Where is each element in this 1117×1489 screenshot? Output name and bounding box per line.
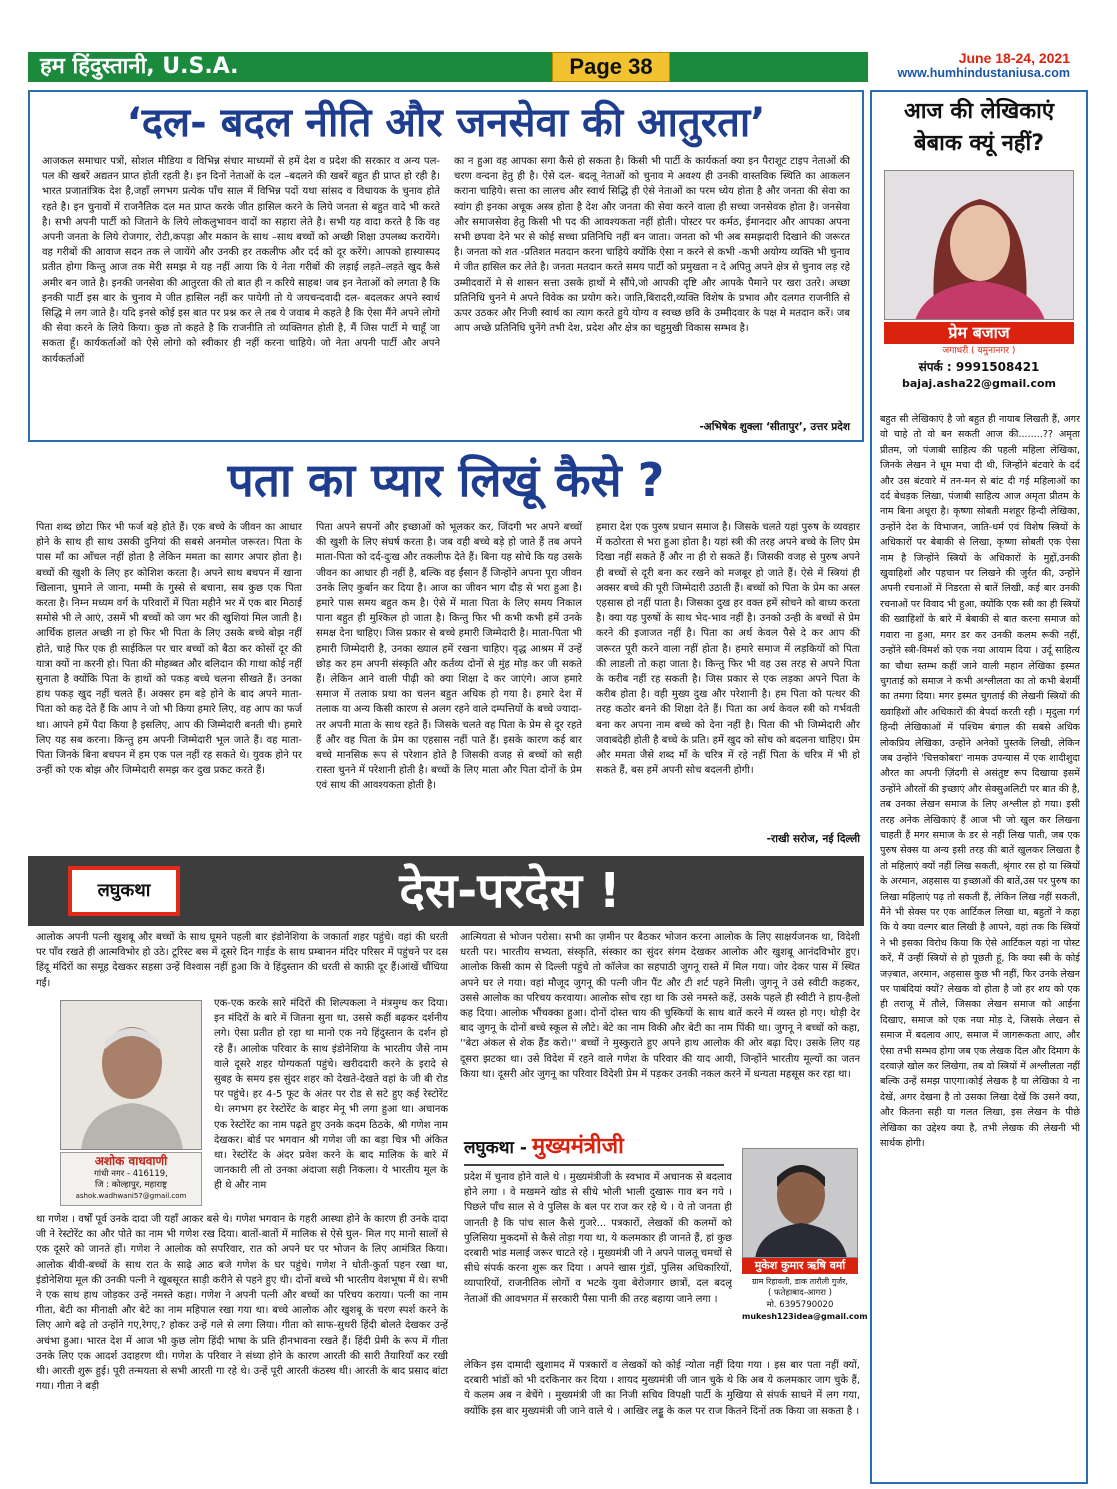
- article-2-col-2: पिता अपने सपनों और इच्छाओं को भूलकर कर, जिंदगी भर अपने बच्चों की खुशी के लिए संघर्ष करता है। जब वही बच्चे बड़े हो जाते हैं तब अपने माता-पिता को दर्द-दुःख और तकलीफ देते हैं। बिना यह सोचे कि यह उसके जीवन का आधार ही नहीं है, बल्कि वह ईंसान हैं जिन्होंने अपना पूरा जीवन उनके लिए कुर्बान कर दिया है। आज का जीवन भाग दौड़ से भरा हुआ है। हमारे पास समय बहुत कम है। ऐसे में माता पिता के लिए समय निकाल पाना बहुत ही मुश्किल हो जाता है। किन्तु फिर भी कभी कभी हमें उनके समक्ष देना चाहिए। जिस प्रकार से बच्चे हमारी जिम्मेदारी है। माता-पिता भी हमारी जिम्मेदारी है, उनका ख्याल हमें रखना चाहिए। वृद्ध आश्रम में उन्हें छोड़ कर हम अपनी संस्कृति और कर्तव्य दोनों से मुंह मोड़ कर जी सकते हैं। लेकिन आने वाली पीढ़ी को क्या शिक्षा दे कर जाएंगे। आज हमारे समाज में तलाक प्रथा का चलन बहुत अधिक हो गया है। हमारे देश में तलाक या अन्य किसी कारण से अलग रहने वाले दम्पत्तियों के बच्चे ज्यादा-तर अपनी माता के साथ रहते हैं। जिसके चलते वह पिता के प्रेम से दूर रहते हैं और वह पिता के प्रेम का एहसास नहीं पाते हैं। इसके कारण कई बार बच्चे मानसिक रूप से परेशान होते है जिसकी वजह से बच्चों को सही रास्ता चुनने में परेशानी होती है। बच्चों के लिए माता और पिता दोनों के प्रेम एवं साथ की आवश्यकता होती है।: [316, 522, 582, 792]
- author-portrait-icon: [61, 1001, 202, 1150]
- sidebar-title-line-2: बेबाक क्यूं नहीं?: [914, 131, 1044, 156]
- article-4-tag: लघुकथा -: [464, 1138, 527, 1158]
- article-3-author-addr2: जि : कोल्हापुर, महाराष्ट्र: [94, 1180, 168, 1190]
- article-3-col-right: आत्मियता से भोजन परोसा। सभी का ज़मीन पर बैठकर भोजन करना आलोक के लिए साक्षर्यजनक था, विदेशी धरती पर। भारतीय सभ्यता, संस्कृति, संस्कार का सुंदर संगम देखकर आलोक और खुशबू आनंदविभोर हुए। आलोक किसी काम से दिल्ली पहुंचे तो कॉलेज का सहपाठी जुगनू रास्ते में मिल गया। जोर देकर पास में स्थित अपने घर ले गया। वहां मौजूद जुगनू की पत्नी जीन पैंट और टी शर्ट पहने मिली। जुगनू ने उसे स्वीटी कहकर, उससे आलोक का परिचय करवाया। आलोक सोच रहा था कि उसे नमस्ते कहें, उसके पहले ही स्वीटी ने हाय-हैलो कह दिया। आलोक भौंचक्का हुआ। दोनों दोस्त चाय की चुस्कियों के साथ बातें करने में व्यस्त हो गए। थोड़ी देर बाद जुगनू के दोनों बच्चे स्कूल से लौटे। बेटे का नाम विकी और बेटी का नाम पिंकी था। जुगनू ने बच्चों को कहा, ''बेटा अंकल से शेक हैंड करो।'' बच्चों ने मुस्कुराते हुए अपने हाथ आलोक की ओर बढ़ा दिए। उसके लिए यह दूसरा झटका था। उसे विदेश में रहने वाले गणेश के परिवार की याद आयी, जिन्होंने भारतीय मूल्यों का जतन किया था। दूसरी ओर जुगनू का परिवार विदेशी प्रेम में पड़कर उनकी नकल करने में धन्यता महसूस कर रहा था।: [460, 932, 860, 1080]
- article-3-headline: देस-परदेस !: [399, 863, 621, 919]
- article-4-author-name: मुकेश कुमार ऋषि वर्मा: [742, 1258, 858, 1274]
- article-4-author-email: mukesh123idea@gmail.com: [742, 1312, 868, 1321]
- article-3-author-email: ashok.wadhwani57@gmail.com: [75, 1192, 187, 1200]
- article-1-headline: ‘दल- बदल नीति और जनसेवा की आतुरता’: [126, 100, 766, 146]
- article-2-col-1: पिता शब्द छोटा फिर भी फर्ज बड़े होते हैं। एक बच्चे के जीवन का आधार होने के साथ ही साथ उसकी दुनियां की सबसे अनमोल जरूरत। पिता के पास माँ का आँचल नहीं होता है लेकिन ममता का सागर अपार होता है। बच्चों की खुशी के लिए हर कोशिश करता है। अपने साथ बचपन में खाना खिलाना, घुमाने ले जाना, मम्मी के गुस्से से बचाना, सब कुछ एक पिता करता है। निम्न मध्यम वर्ग के परिवारों में पिता महीने भर में एक बार मिठाई समोसे भी ले आएं, उसमें भी बच्चों को जग भर की खुशियां मिल जाती है। आर्थिक हालत अच्छी ना हो फिर भी पिता के लिए उसके बच्चे बोझ नहीं होते, चाहे फिर एक ही साईकिल पर चार बच्चों को बैठा कर कोसों दूर की यात्रा क्यों ना करनी हो। पिता की मोहब्बत और बलिदान की गाथा कोई नहीं सुनाता है क्योंकि पिता के हाथों को पकड़ बच्चे चलना सीखते हैं। उनका हाथ पकड़ खुद नहीं चलते हैं। अक्सर हम बड़े होने के बाद अपने माता-पिता को कह देते हैं कि आप ने जो भी किया हमारे लिए, वह आप का फर्ज था। आपने हमें पैदा किया है इसलिए, आप की जिम्मेदारी बनती थी। हमारे लिए यह सब करना। किन्तु हम अपनी जिम्मेदारी भूल जाते हैं। वह माता-पिता जिनके बिना बचपन में हम एक पल नहीं रह सकते थे। युवक होने पर उन्हीं को एक बोझ और जिम्मेदारी समझ कर दुख प्रकट करते हैं।: [36, 522, 302, 777]
- article-2-byline: -राखी सरोज, नई दिल्ली: [766, 833, 860, 845]
- page-number: Page 38: [552, 52, 670, 82]
- article-3-col-full: था गणेश । वर्षों पूर्व उनके दादा जी यहाँ आकर बसे थे। गणेश भगवान के गहरी आस्था होने के कारण ही उनके दादा जी ने रेस्टोरेंट का और पोते का नाम भी गणेश रख दिया। बातों-बातों में मालिक से ऐसे घुल- मिल गए मानो सालों से एक दूसरे को जानते हों। गणेश ने आलोक को सपरिवार, रात को अपने घर पर भोजन के लिए आमंत्रित किया। आलोक बीवी-बच्चों के साथ रात के साढ़े आठ बजे गणेश के घर पहुंचे। गणेश ने धोती-कुर्ता पहन रखा था, इंडोनेशिया मूल की उनकी पत्नी ने खूबसूरत साड़ी करीने से पहने हुए थी। दोनों बच्चे भी भारतीय वेशभूषा में थे। सभी ने एक साथ हाथ जोड़कर उन्हें नमस्ते कहा। गणेश ने अपनी पत्नी और बच्चों का परिचय कराया। पत्नी का नाम गीता, बेटी का मीनाक्षी और बेटे का नाम महिपाल रखा गया था। बच्चे आलोक और खुशबू के चरण स्पर्श करने के लिए आगे बढ़े तो उन्होंने गए,रेगए,? होकर उन्हें गले से लगा लिया। गीता को साफ-सुथरी हिंदी बोलते देखकर उन्हें अचंभा हुआ। भारत देश में आज भी कुछ लोग हिंदी भाषा के प्रति हीनभावना रखते हैं। हिंदी प्रेमी के रूप में गीता उनके लिए एक आदर्श उदाहरण थी। गणेश के परिवार ने संध्या होने के कारण आरती की सारी तैयारियाँ कर रखी थी। आरती शुरू हुई। पूरी तन्मयता से सभी आरती गा रहे थे। उन्हें पूरी आरती कंठस्थ थी। आरती के बाद प्रसाद बांटा गया। गीता ने बड़ी: [36, 1214, 448, 1393]
- masthead-brand: हम हिंदुस्तानी, U.S.A.: [40, 54, 239, 79]
- sidebar-author-email: bajaj.asha22@gmail.com: [902, 377, 1056, 390]
- sidebar-body: बहुत सी लेखिकाएं है जो बहुत ही नायाब लिखती हैं, अगर वो चाहे तो वो बन सकती आज की........?? अमृता प्रीतम, जो पंजाबी साहित्य की पहली महिला लेखिका, जिनके लेखन ने धूम मचा दी थी, जिन्होंने बंटवारे के दर्द और उस बंटवारे में तन-मन से बांट दी गई महिलाओं का दर्द बेधड़क लिखा, पंजाबी साहित्य आज अमृता प्रीतम के नाम बिना अधूरा है। कृष्णा सोबती मशहूर हिन्दी लेखिका, उन्होंने देश के विभाजन, जाति-धर्म एवं विशेष स्त्रियों के अधिकारों पर बेबाकी से लिखा, कृष्णा सोबती एक ऐसा नाम है जिन्होंने स्त्रियों के अधिकारों के मुद्दों,उनकी खुवाहिशों और पहचान पर लिखने की जुर्रत की, उन्होंने अपनी रचनाओं में निडरता से बातें लिखी, कई बार उनकी रचनाओं पर विवाद भी हुआ, क्योंकि एक स्त्री का ही स्त्रियों की ख्वाहिशों के बारे में बेबाकी से बात करना समाज को गवारा ना हुआ, मगर डर कर उनकी कलम रूकी नहीं, उन्होंने स्त्री-विमर्श को एक नया आयाम दिया । उर्दू साहित्य का चौथा स्तम्भ कहीं जाने वाली महान लेखिका इस्मत चुगताई को समाज ने कभी अश्लीलता का तो कभी बेशर्मी का तमगा दिया। मगर इस्मत चुगताई की लेखनी स्त्रियों की ख्वाहिशों और अधिकारों की बेपर्दा करती रही । मृदुला गर्ग हिन्दी लेखिकाओं में पश्चिम बंगाल की सबसे अधिक लोकप्रिय लेखिका, उन्होंने अनेकों पुस्तकें लिखी, लेकिन जब उन्होंने 'चित्तकोबरा' नामक उपन्यास में एक शादीशुदा औरत का अपनी ज़िंदगी से असंतुष्ट रूप दिखाया इसमें उन्होंने औरतों की इच्छाएं और सेक्सुअलिटी पर बात की है, तब उनका लेखन समाज के लिए अश्लील हो गया। इसी तरह अनेक लेखिकाएं हैं आज भी जो खुल कर लिखना चाहती हैं मगर समाज के डर से नहीं लिख पाती, जब एक पुरुष सेक्स या अन्य इसी तरह की बातें खुलकर लिखता है तो महिलाएं क्यों नहीं लिख सकती, श्रृंगार रस हो या स्त्रियों के अरमान, अहसास या इच्छाओं की बातें,उस पर पुरुष का लिखा महिलाएं पढ़ तो सकती हैं, लेकिन लिख नहीं सकती, मैंने भी सेक्स पर एक आर्टिकल लिखा था, बहुतों ने कहा कि ये क्या वल्गर बात लिखी है आपने, वहां तक कि स्त्रियों ने भी इसका विरोध किया कि ऐसे आर्टिकल यहां ना पोस्ट करें, मैं उन्हीं स्त्रियों से हो पूछती हूं, कि क्या स्त्री के कोई जज़्बात, अरमान, अहसास कुछ भी नहीं, फिर उनके लेखन पर पाबंदियां क्यों? लेखक वो होता है जो हर शय को एक ही तराजू में तौले, जिसका लेखन समाज को आईना दिखाए, समाज को एक नया मोड़ दे, जिसके लेखन से समाज में बदलाव आए, समाज में जागरूकता आए, और ऐसा तभी सम्भव होगा जब एक लेखक दिल और दिमाग के दरवाज़े खोल कर लिखेगा, तब वो स्त्रियों में अश्लीलता नहीं बल्कि उन्हें समझ पाएगा।कोई लेखक है या लेखिका ये ना देखें, अगर देखना है तो उसका लिखा देखें कि उसने क्या, और कितना सही या गलत लिखा, इस लेखन के पीछे लेखिका का उद्देश्य क्या है, तभी लेखक की लेखनी भी सार्थक होगी।: [880, 414, 1080, 1150]
- article-4-col-full: लेकिन इस दामादी खुशामद में पत्रकारों व लेखकों को कोई न्योता नहीं दिया गया । इस बार पता नहीं क्यों, दरबारी भांडों को भी दरकिनार कर दिया । शायद मुख्यमंत्री जी जान चुके थे कि अब ये कलमकार जाग चुके हैं, ये कलम अब न बेचेंगे । मुख्यमंत्री जी का निजी सचिव विपक्षी पार्टी के मुखिया से संपर्क साधने में लग गया, क्योंकि इस बार मुख्यमंत्री जी जाने वाले थे । आखिर लड्डू के कल पर राज कितने दिनों तक किया जा सकता है ।: [464, 1360, 860, 1417]
- article-4-author-photo: [742, 1148, 858, 1258]
- article-3-author-photo: [60, 1000, 202, 1150]
- article-1-col-2: का न हुआ वह आपका सगा कैसे हो सकता है। किसी भी पार्टी के कार्यकर्ता क्या इन पैराशूट टाइप नेताओं की चरण वन्दना हेतु ही है। ऐसे दल- बदलू नेताओं को चुनाव मे अवश्य ही उनकी वास्तविक स्थिति का आकलन कराना चाहिये। सत्ता का लालच और स्वार्थ सिद्धि ही ऐसे नेताओं का परम ध्येय होता है और जनता की सेवा का स्वांग ही इनका अचूक अस्त्र होता है देश और जनता की सेवा करने वाला ही सच्चा जनसेवक होता है। जनसेवा और समाजसेवा हेतु किसी भी पद की आवश्यकता नहीं होती। पोस्टर पर कर्मठ, ईमानदार और आपका अपना सभी छपवा देने भर से कोई सच्चा प्रतिनिधि नहीं बन जाता। जनता को भी अब समझदारी दिखाने की जरूरत है। जनता को शत -प्रतिशत मतदान करना चाहिये क्योंकि ऐसा न करने से कभी -कभी अयोग्य व्यक्ति भी चुनाव मे जीत हासिल कर लेते है। जनता मतदान करते समय पार्टी को प्रमुखता न दे अपितु अपने क्षेत्र से चुनाव लड़ रहे उम्मीदवारों मे से शासन सत्ता उसके हाथों मे सौंपे,जो आपकी दृष्टि और आपके पैमाने पर खरा उतरे। अच्छा प्रतिनिधि चुनने मे अपने विवेक का प्रयोग करे। जाति,बिरादरी,व्यक्ति विशेष के प्रभाव और दलगत राजनीति से ऊपर उठकर और निजी स्वार्थ का त्याग करते हुये योग्य व स्वच्छ छवि के उम्मीदवार के पक्ष मे मतदान करें। जब आप अच्छे प्रतिनिधि चुनेंगे तभी देश, प्रदेश और क्षेत्र का चहुमुखी विकास सम्भव है।: [454, 156, 850, 335]
- article-2-headline: पता का प्यार लिखूं कैसे ?: [227, 453, 665, 507]
- author-portrait-icon: [743, 1149, 858, 1258]
- article-4-heading: [464, 1130, 754, 1164]
- article-4-headline: मुख्यमंत्रीजी: [531, 1134, 624, 1159]
- sidebar-title-line-1: आज की लेखिकाएं: [903, 99, 1055, 124]
- sidebar-author-phone: संपर्क : 9991508421: [918, 360, 1040, 374]
- article-3-author-addr1: गांधी नगर - 416119,: [94, 1169, 168, 1179]
- article-4-author-card: [742, 1258, 868, 1356]
- article-3-author-card: [60, 1152, 202, 1206]
- article-4-rule: [464, 1164, 724, 1166]
- author-portrait-icon: [885, 171, 1074, 320]
- sidebar-author-card: [884, 322, 1074, 408]
- article-1-byline: -अभिषेक शुक्ला ‘सीतापुर’, उत्तर प्रदेश: [699, 421, 850, 433]
- article-4-author-phone: मो. 6395790020: [766, 1300, 834, 1310]
- article-1-col-1: आजकल समाचार पत्रों, सोशल मीडिया व विभिन्न संचार माध्यमों से हमें देश व प्रदेश की सरकार व अन्य पल- पल की खबरें अद्यतन प्राप्त होती रहती है। इन दिनों नेताओं के दल –बदलने की खबरें बहुत ही प्राप्त हो रही है। भारत प्रजातांत्रिक देश है,जहाँ लगभग प्रत्येक पाँच साल में विभिन्न पदों यथा सांसद व विधायक के चुनाव होते रहते है। इन चुनावों में राजनैतिक दल मत प्राप्त करके जीत हासिल करने के लिये जनता से बहुत वादे भी करते है। सभी अपनी पार्टी को जिताने के लिये लोकलुभावन वादों का सहारा लेते है। सभी यह वादा करते है कि वह अपनी जनता के लिये रोजगार, रोटी,कपड़ा और मकान के साथ –साथ बच्चों को अच्छी शिक्षा उपलब्ध करायेंगे। वह गरीबों की आवाज सदन तक ले जायेंगे और उनकी हर तकलीफ और दर्द को दूर करेंगे। आपको हास्यास्पद प्रतीत होगा किन्तु आज तक मेरी समझ मे यह नहीं आया कि ये नेता गरीबों की लड़ाई लड़ते–लड़ते खुद कैसे अमीर बन जाते है। इनकी जनसेवा की आतुरता की तो बात ही न करिये साहब! जब इन नेताओं को लगता है कि इनकी पार्टी इस बार के चुनाव मे जीत हासिल नहीं कर पायेगी तो ये जयचन्दवादी दल- बदलकर अपने स्वार्थ सिद्धि मे लग जाते है। यदि इनसे कोई इस बात पर प्रश्न कर ले तब ये जवाब मे कहते है कि ऐसा मैंने अपने लोगो की सेवा करने के लिये किया। कुछ तो कहते है कि राजनीति तो व्यक्तिगत होती है, मैं जिस पार्टी मे चाहूँ जा सकता हूँ। कार्यकर्ताओं को ऐसे लोगो को स्वीकार ही नहीं करना चाहिये। जो नेता अपनी पार्टी और अपने कार्यकर्ताओं: [42, 156, 440, 365]
- website-link[interactable]: www.humhindustaniusa.com: [897, 66, 1070, 80]
- article-2-col-3: हमारा देश एक पुरुष प्रधान समाज है। जिसके चलते यहां पुरुष के व्यवहार में कठोरता से भरा हुआ होता है। यहां स्त्री की तरह अपने बच्चे के लिए प्रेम दिखा नहीं सकते हैं और ना ही रो सकते हैं। जिसकी वजह से पुरुष अपने ही बच्चों से दूरी बना कर रखने को मजबूर हो जाते हैं। ऐसे में स्त्रियां ही अक्सर बच्चे की पूरी जिम्मेदारी उठाती हैं। बच्चों को पिता के प्रेम का अस्ल एहसास हो नहीं पाता है। जिसका दुख हर वक्त हमें सोचने को बाध्य करता है। क्या यह पुरुषों के साथ भेद-भाव नहीं है। उनको उन्ही के बच्चों से प्रेम करने की इजाजत नहीं है। पिता का अर्थ केवल पैसे दे कर आप की जरूरत पूरी करने वाला नहीं होता है। हमारे समाज में लड़कियों को पिता की लाडली तो कहा जाता है। किन्तु फिर भी वह उस तरह से अपने पिता के करीब नहीं रह सकती है। जिस प्रकार से एक लड़का अपने पिता के करीब होता है। वही मुख्य दुख और परेशानी है। हम पिता को पत्थर की तरह कठोर बनने की शिक्षा देते हैं। पिता का अर्थ केवल स्त्री को गर्भवती बना कर अपना नाम बच्चे को देना नहीं है। पिता की भी जिम्मेदारी और जवाबदेही होती है बच्चे के प्रति। हमें खुद को सोच को बदलना चाहिए। प्रेम और ममता जैसे शब्द माँ के चरित्र में रहे नहीं पिता के चरित्र में भी हो सकते हैं, बस हमें अपनी सोच बदलनी होगी।: [596, 522, 860, 777]
- article-4-author-addr1: ग्राम रिहावली, डाक तारौली गुर्जर,: [752, 1277, 848, 1286]
- article-3-tag: लघुकथा: [68, 866, 180, 916]
- article-4-col-1: प्रदेश में चुनाव होने वाले थे । मुख्यमंत्रीजी के स्वभाव में अचानक से बदलाव होने लगा । वे मखमने खोड से सीधे भोली भाली दुखारू गाव बन गये । पिछले पाँच साल से वे पुलिस के बल पर राज कर रहे थे । ये तो जनता ही जानती है कि पांच साल कैसे गुजरे... पत्रकारों, लेखकों की कलमों को पुलिसिया मुकदमों से कैसे तोड़ा गया था, ये कलमकार ही जानते हैं, हां कुछ दरबारी भांड मलाई जरूर चाटते रहे । मुख्यमंत्री जी ने अपने पालतू चमचों से सीधे संपर्क करना शुरू कर दिया । अपने खास गुंडों, पुलिस अधिकारियों, व्यापारियों, राजनीतिक लोगों व भटके युवा बेरोजगार छात्रों, दल बदलू नेताओं की आवभगत में सरकारी पैसा पानी की तरह बहाया जाने लगा ।: [464, 1172, 732, 1305]
- sidebar-author-city: जगाधरी ( यमुनानगर ): [942, 346, 1016, 356]
- sidebar-author-photo: [884, 170, 1074, 320]
- sidebar-author-name: प्रेम बजाज: [884, 322, 1074, 344]
- article-3-intro: आलोक अपनी पत्नी खुशबू और बच्चों के साथ घूमने पहली बार इंडोनेशिया के जकार्ता शहर पहुंचे। वहां की धरती पर पाँव रखते ही आत्मविभोर हो उठे। टूरिस्ट बस में दूसरे दिन गाईड के साथ प्रम्बानन मंदिर परिसर में पहुंचने पर दस हिंदू मंदिरों का समूह देखकर सहसा उन्हें विश्वास नहीं हुआ कि वे हिंदुस्तान की धरती से काफ़ी दूर हैं।आंखें चौंधिया गईं।: [36, 932, 448, 989]
- issue-date: June 18-24, 2021: [958, 50, 1070, 66]
- article-3-col-photo-side: एक-एक करके सारे मंदिरों की शिल्पकला ने मंत्रमुग्ध कर दिया। इन मंदिरों के बारे में जितना सुना था, उससे कहीं बढ़कर दर्शनीय लगे। ऐसा प्रतीत हो रहा था मानो एक नये हिंदुस्तान के दर्शन हो रहे हैं। आलोक परिवार के साथ इंडोनेशिया के भारतीय जैसे नाम वाले दूसरे शहर योग्यकर्ता पहुंचे। खरीददारी करने के इरादे से सुबह के समय इस सुंदर शहर को देखते-देखते वहां के जी बी रोड पर पहुंचे। हर 4-5 फूट के अंतर पर रोड से सटे हुए कई रेस्टोरेंट थे। लगभग हर रेस्टोरेंट के बाहर मेनू भी लगा हुआ था। अचानक एक रेस्टोरेंट का नाम पढ़ते हुए उनके कदम ठिठके, श्री गणेश नाम देखकर। बोर्ड पर भगवान श्री गणेश जी का बड़ा चित्र भी अंकित था। रेस्टोरेंट के अंदर प्रवेश करने के बाद मालिक के बारे में जानकारी ली तो उनका अंदाजा सही निकला। ये भारतीय मूल के ही थे और नाम: [214, 998, 448, 1192]
- article-3-author-name: अशोक वाधवाणी: [94, 1154, 168, 1168]
- article-4-author-addr2: ( फतेहाबाद-आगरा ): [768, 1288, 832, 1298]
